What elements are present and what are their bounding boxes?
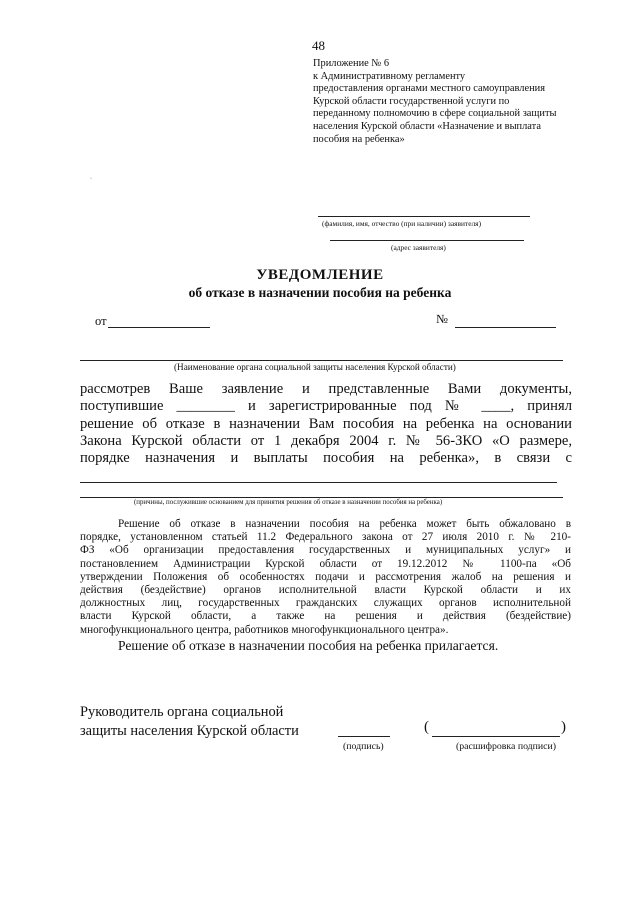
scan-speck: · bbox=[90, 176, 92, 182]
appeal-line: порядке, установленном статьей 11.2 Федерального закона от 27 июля 2010 г. № 210- bbox=[80, 531, 571, 544]
decoding-close-paren: ) bbox=[561, 719, 566, 735]
appendix-header bbox=[313, 58, 613, 146]
date-line bbox=[108, 327, 210, 328]
appeal-line: ФЗ «Об организации предоставления государственных и муниципальных услуг» и bbox=[80, 544, 571, 557]
appeal-line: утверждении Положения об особенностях подачи и рассмотрения жалоб на решения и bbox=[80, 570, 571, 583]
decision-line: рассмотрев Ваше заявление и представленные Вами документы, bbox=[80, 381, 572, 397]
decoding-caption: (расшифровка подписи) bbox=[456, 741, 557, 752]
appendix-line: Курской области государственной услуги по bbox=[313, 95, 510, 107]
appendix-line: к Административному регламенту bbox=[313, 70, 466, 82]
authority-line bbox=[80, 360, 563, 361]
appeal-line: власти Курской области, а также на решения и действия (бездействие) bbox=[80, 610, 571, 623]
appeal-line: многофункционального центра, работников многофункционального центра». bbox=[80, 623, 449, 636]
applicant-name-line bbox=[318, 216, 530, 217]
applicant-address-caption: (адрес заявителя) bbox=[391, 243, 446, 252]
enclosed-note: Решение об отказе в назначении пособия на ребенка прилагается. bbox=[118, 638, 499, 653]
reasons-line bbox=[80, 497, 563, 498]
applicant-name-caption: (фамилия, имя, отчество (при наличии) заявителя) bbox=[322, 219, 482, 228]
appendix-line: пособия на ребенка» bbox=[313, 133, 405, 145]
number-label: № bbox=[436, 312, 448, 326]
notice-subtitle: об отказе в назначении пособия на ребенка bbox=[188, 285, 452, 300]
authority-caption: (Наименование органа социальной защиты населения Курской области) bbox=[174, 362, 456, 372]
number-line bbox=[455, 327, 556, 328]
decision-line: решение об отказе в назначении Вам пособия на ребенка на основании bbox=[80, 415, 572, 432]
signatory-title bbox=[80, 703, 299, 741]
decision-line: порядке назначения и выплаты пособия на ребенка», в связи с bbox=[80, 450, 572, 467]
signatory-title-line: защиты населения Курской области bbox=[80, 723, 299, 739]
signatory-title-line: Руководитель органа социальной bbox=[80, 704, 284, 720]
reasons-line bbox=[80, 482, 557, 483]
decoding-line bbox=[432, 736, 560, 737]
applicant-address-line bbox=[330, 240, 524, 241]
date-label: от bbox=[95, 314, 107, 328]
signature-line bbox=[338, 736, 390, 737]
decoding-open-paren: ( bbox=[424, 719, 429, 735]
page-number: 48 bbox=[312, 38, 325, 53]
notice-title: УВЕДОМЛЕНИЕ bbox=[256, 267, 384, 283]
appeal-text bbox=[80, 518, 571, 637]
signature-caption: (подпись) bbox=[343, 741, 384, 752]
appendix-line: Приложение № 6 bbox=[313, 58, 390, 69]
appeal-line: Решение об отказе в назначении пособия на ребенка может быть обжаловано в bbox=[118, 518, 571, 530]
decision-line: Закона Курской области от 1 декабря 2004 г. № 56-ЗКО «О размере, bbox=[80, 432, 572, 449]
appeal-line: постановлением Администрации Курской области от 19.12.2012 № 1100-па «Об bbox=[80, 557, 571, 570]
appendix-line: предоставления органами местного самоуправления bbox=[313, 83, 546, 95]
appendix-line: населения Курской области «Назначение и выплата bbox=[313, 120, 541, 132]
appeal-line: действия (бездействие) органов исполнительной власти Курской области и их bbox=[80, 584, 571, 597]
reasons-caption: (причины, послужившие основанием для принятия решения об отказе в назначении пособия на ребенка) bbox=[134, 499, 443, 506]
decision-line: поступившие ________ и зарегистрированные под № ____, принял bbox=[80, 398, 572, 415]
appeal-line: должностных лиц, государственных гражданских служащих органов исполнительной bbox=[80, 597, 571, 610]
decision-text bbox=[80, 381, 572, 467]
appendix-line: переданному полномочию в сфере социальной защиты bbox=[313, 108, 557, 120]
